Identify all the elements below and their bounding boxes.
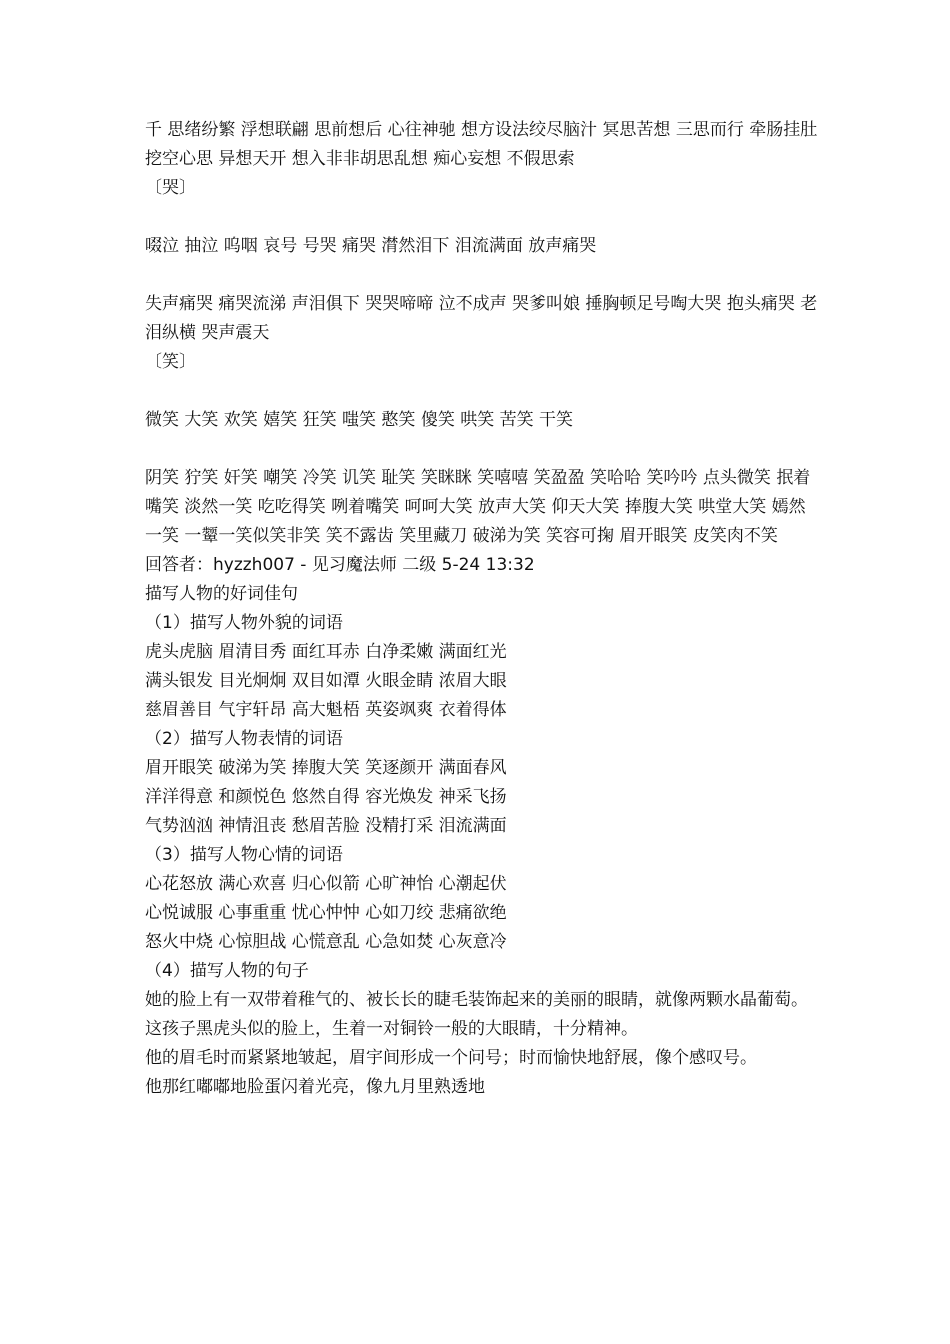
sentence-3: 他的眉毛时而紧紧地皱起，眉宇间形成一个问号；时而愉快地舒展，像个感叹号。 — [145, 1048, 757, 1068]
mood-heading: （3）描写人物心情的词语 — [145, 845, 343, 865]
cry-words-line-1: 啜泣 抽泣 呜咽 哀号 号哭 痛哭 潸然泪下 泪流满面 放声痛哭 — [145, 236, 597, 256]
document-content — [145, 116, 820, 1102]
laugh-heading: 〔笑〕 — [145, 352, 196, 372]
appearance-section — [145, 609, 820, 725]
section-title: 描写人物的好词佳句 — [145, 584, 298, 604]
mood-line-3: 怒火中烧 心惊胆战 心慌意乱 心急如焚 心灰意冷 — [145, 932, 507, 952]
appearance-line-2: 满头银发 目光炯炯 双目如潭 火眼金睛 浓眉大眼 — [145, 671, 507, 691]
appearance-line-3: 慈眉善目 气宇轩昂 高大魁梧 英姿飒爽 衣着得体 — [145, 700, 507, 720]
expression-line-3: 气势汹汹 神情沮丧 愁眉苦脸 没精打采 泪流满面 — [145, 816, 507, 836]
mood-line-1: 心花怒放 满心欢喜 归心似箭 心旷神怡 心潮起伏 — [145, 874, 507, 894]
sentences-heading: （4）描写人物的句子 — [145, 961, 309, 981]
mood-line-2: 心悦诚服 心事重重 忧心忡忡 心如刀绞 悲痛欲绝 — [145, 903, 507, 923]
think-words-paragraph: 千 思绪纷繁 浮想联翩 思前想后 心往神驰 想方设法绞尽脑汁 冥思苦想 三思而行 牵肠挂肚 挖空心思 异想天开 想入非非胡思乱想 痴心妄想 不假思索 — [145, 120, 818, 169]
expression-heading: （2）描写人物表情的词语 — [145, 729, 343, 749]
laugh-words-line-2: 阴笑 狞笑 奸笑 嘲笑 冷笑 讥笑 耻笑 笑眯眯 笑嘻嘻 笑盈盈 笑哈哈 笑吟吟 点头微笑 抿着嘴笑 淡然一笑 吃吃得笑 咧着嘴笑 呵呵大笑 放声大笑 仰天大笑 捧腹大笑 哄堂大笑 嫣然一笑 一颦一笑似笑非笑 笑不露齿 笑里藏刀 破涕为笑 笑容可掬 眉开眼笑 皮笑肉不笑 — [145, 468, 811, 546]
expression-section — [145, 725, 820, 841]
cry-heading: 〔哭〕 — [145, 178, 196, 198]
sentences-section — [145, 957, 820, 1102]
appearance-line-1: 虎头虎脑 眉清目秀 面红耳赤 白净柔嫩 满面红光 — [145, 642, 507, 662]
cry-words-line-2: 失声痛哭 痛哭流涕 声泪俱下 哭哭啼啼 泣不成声 哭爹叫娘 捶胸顿足号啕大哭 抱头痛哭 老泪纵横 哭声震天 — [145, 294, 818, 343]
expression-line-1: 眉开眼笑 破涕为笑 捧腹大笑 笑逐颜开 满面春风 — [145, 758, 507, 778]
answerer-line: 回答者：hyzzh007 - 见习魔法师 二级 5-24 13:32 — [145, 555, 535, 575]
sentence-4: 他那红嘟嘟地脸蛋闪着光亮，像九月里熟透地 — [145, 1077, 485, 1097]
expression-line-2: 洋洋得意 和颜悦色 悠然自得 容光焕发 神采飞扬 — [145, 787, 507, 807]
appearance-heading: （1）描写人物外貌的词语 — [145, 613, 343, 633]
laugh-words-line-1: 微笑 大笑 欢笑 嬉笑 狂笑 嗤笑 憨笑 傻笑 哄笑 苦笑 干笑 — [145, 410, 574, 430]
sentence-2: 这孩子黑虎头似的脸上，生着一对铜铃一般的大眼睛，十分精神。 — [145, 1019, 638, 1039]
sentence-1: 她的脸上有一双带着稚气的、被长长的睫毛装饰起来的美丽的眼睛，就像两颗水晶葡萄。 — [145, 990, 808, 1010]
mood-section — [145, 841, 820, 957]
